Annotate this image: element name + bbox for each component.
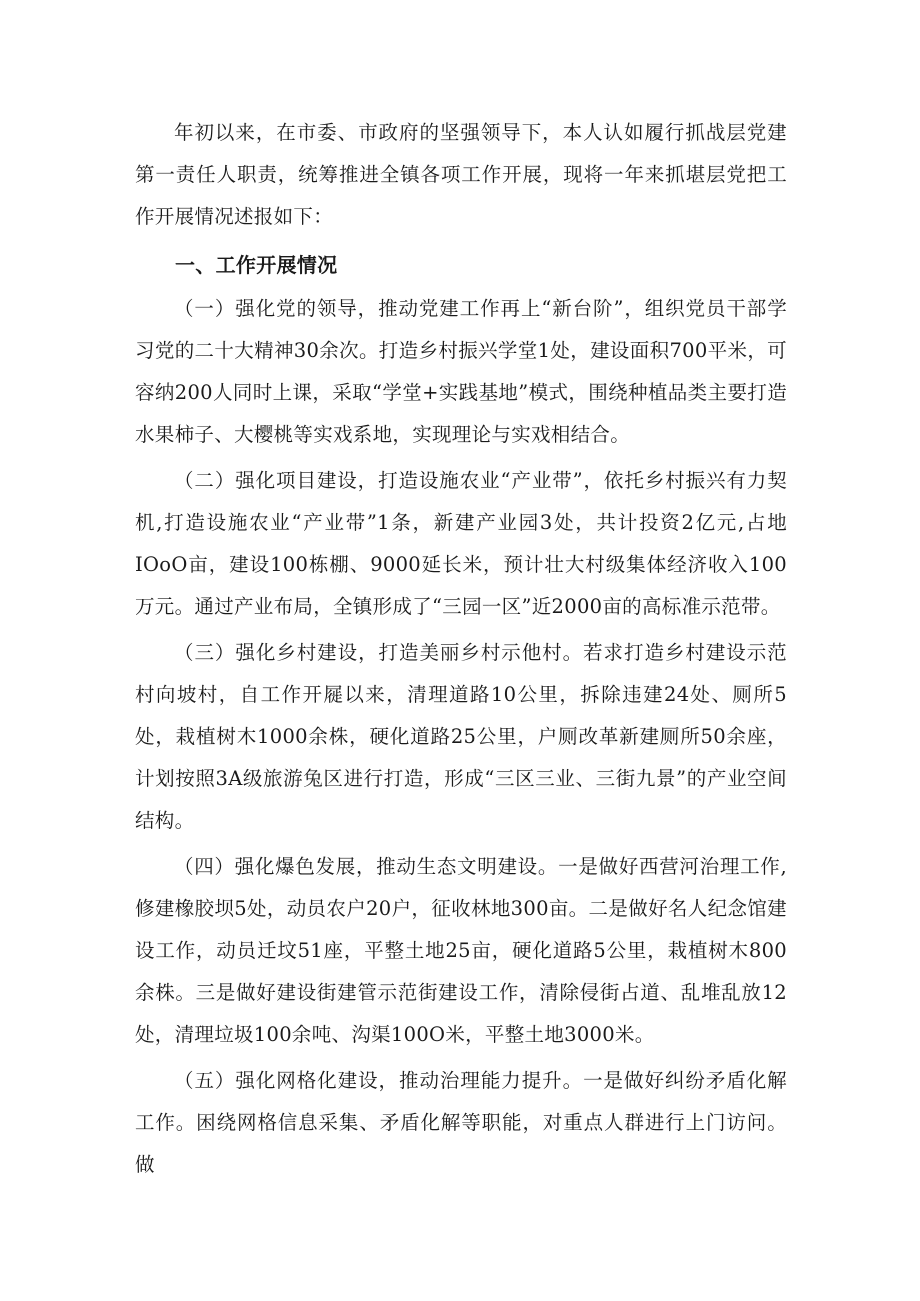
paragraph-3: （三）强化乡村建设，打造美丽乡村示他村。若求打造乡村建设示范村向坡村，自工作开屣以来，清理道路10公里，拆除违建24处、厕所5处，栽植树木1000余株，硬化道路25公里，户厕改革新建厕所50余座，计划按照3A级旅游兔区进行打造，形成“三区三业、三街九景”的产业空间结构。 (135, 641, 787, 832)
paragraph-1: （一）强化党的领导，推动党建工作再上“新台阶”，组织党员干部学习党的二十大精神30余次。打造乡村振兴学堂1处，建设面积700平米，可容纳200人同时上课，采取“学堂+实践基地”模式，围绕种植品类主要打造水果柿子、大樱桃等实戏系地，实现理论与实戏相结合。 (135, 297, 787, 446)
section-heading: 一、工作开展情况 (175, 253, 338, 277)
intro-paragraph: 年初以来，在市委、市政府的坚强领导下，本人认如履行抓战层党建第一责任人职责，统筹推进全镇各项工作开展，现将一年来抓堪层党把工作开展情况述报如下： (135, 121, 787, 228)
document-body (135, 112, 787, 1190)
paragraph-2: （二）强化项目建设，打造设施农业“产业带”，依托乡村振兴有力契机,打造设施农业“产业带”1条，新建产业园3处，共计投资2亿元,占地IOoO亩，建设100栋棚、9000延长米，预计壮大村级集体经济收入100万元。通过产业布局，全镇形成了“三园一区”近2000亩的高标准示范带。 (135, 469, 787, 618)
paragraph-5: （五）强化网格化建设，推动治理能力提升。一是做好纠纷矛盾化解工作。困绕网格信息采集、矛盾化解等职能，对重点人群进行上门访问。做 (135, 1069, 787, 1176)
paragraph-4: （四）强化爆色发展，推动生态文明建设。一是做好西营河治理工作,修建橡胶坝5处，动员农户20户，征收林地300亩。二是做好名人纪念馆建设工作，动员迁坟51座，平整土地25亩，硬化道路5公里，栽植树木800余株。三是做好建设街建管示范街建设工作，清除侵街占道、乱堆乱放12处，清理垃圾100余吨、沟渠100O米，平整土地3000米。 (135, 855, 787, 1046)
